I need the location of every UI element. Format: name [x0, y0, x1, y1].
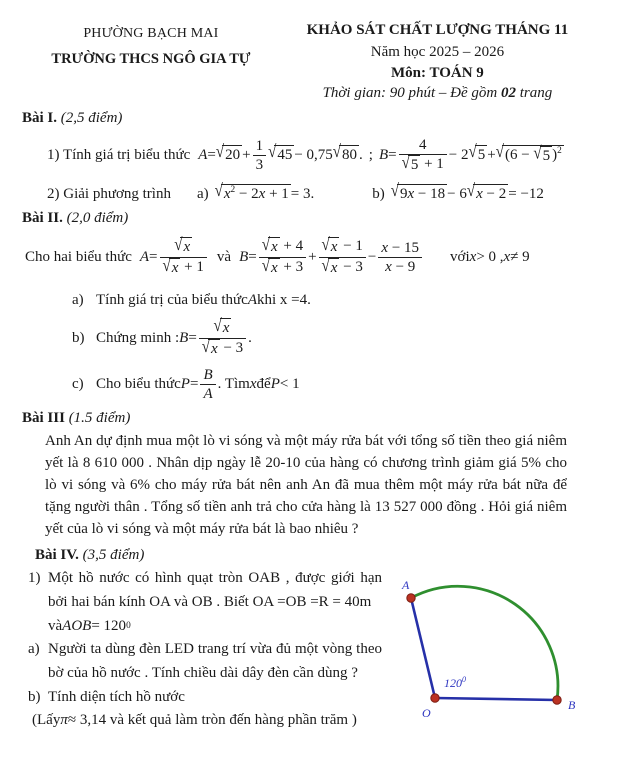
math-expr-B: B = √ x + 4 √ x + 3 + √ x − 1 √ x − 3 − $\frac{x - 15}{x - 9}$ — [239, 237, 424, 278]
section1-points: (2,5 điểm) — [60, 110, 123, 126]
math-formula-B: B = 4 √ 5 + 1 − 2 √ 5 + √ (6 − √ 5 )$^2$ — [378, 136, 562, 173]
section1-item1 — [47, 132, 595, 178]
math-item-c: Cho biểu thức P = $\frac{B}{A}$ . Tìm x để P < 1 — [96, 366, 300, 402]
school-year: Năm học 2025 – 2026 — [370, 44, 505, 60]
math-expr-A: A = √ x √ x + 1 — [140, 237, 209, 278]
formula-separator: ; — [368, 146, 373, 163]
section2-item-b — [72, 316, 595, 360]
section2-item-a — [72, 286, 595, 314]
section4-title: Bài IV. — [35, 547, 79, 564]
duration-suffix: trang — [515, 85, 553, 101]
math-equation-b: √ 9x − 18 − 6 √ x − 2 = −12 — [390, 181, 544, 203]
section3-heading — [22, 410, 595, 427]
math-item-a: Tính giá trị của biểu thức A khi x =4. — [96, 291, 311, 308]
angle-superscript: 0 — [462, 675, 466, 685]
section3-title: Bài III — [22, 410, 65, 426]
exam-header — [22, 22, 595, 102]
org-block — [22, 22, 280, 102]
and-word: và — [216, 248, 232, 265]
item-b-label: b) — [72, 329, 85, 346]
section2-points: (2,0 điểm) — [66, 210, 129, 226]
section2-formula-line — [25, 230, 595, 284]
section4-heading — [35, 547, 595, 564]
page-count: 02 — [500, 85, 516, 101]
duration-line — [280, 85, 595, 102]
rounding-note: (Lấy π ≈ 3,14 và kết quả làm tròn đến hàng phần trăm ) — [32, 712, 357, 729]
item-a-marker: a) — [28, 641, 40, 658]
section4-text-column — [28, 567, 382, 745]
school-name: TRƯỜNG THCS NGÔ GIA TỰ — [51, 51, 251, 67]
item-a-text: Người ta dùng đèn LED trang trí vừa đủ một vòng theo bờ của hồ nước . Tính chiều dài dây đèn cần dùng ? — [48, 641, 382, 681]
item-c-label: c) — [72, 375, 84, 392]
point-o-dot — [431, 694, 439, 702]
label-o: O — [422, 706, 431, 721]
item-b-text: Tính diện tích hồ nước — [48, 688, 185, 705]
section4-points: (3,5 điểm) — [82, 547, 145, 564]
section1-title: Bài I. — [22, 110, 58, 126]
exam-title: KHẢO SÁT CHẤT LƯỢNG THÁNG 11 — [306, 22, 569, 38]
item1-text: Một hồ nước có hình quạt tròn OAB , được giới hạn bởi hai bán kính OA và OB . Biết OA =OB =R = 40m — [48, 570, 382, 610]
section2-heading — [22, 210, 595, 227]
angle-statement: và AOB = 120 0 — [48, 617, 131, 634]
item2a-label: a) — [196, 185, 209, 202]
math-condition: với x > 0 , x ≠ 9 — [450, 248, 530, 265]
sector-diagram — [382, 573, 600, 745]
math-formula-A: A = √ 20 + $\frac{1}{3}$ √ 45 − 0,75 √ 80 . — [198, 137, 363, 173]
org-name: PHƯỜNG BẠCH MAI — [83, 26, 219, 41]
math-item-b: Chứng minh : B = √ x √ x − 3 . — [96, 316, 252, 357]
item1-label: 1) Tính giá trị biểu thức — [47, 146, 191, 163]
section3-points: (1.5 điểm) — [68, 410, 131, 426]
sector-figure — [382, 567, 600, 745]
label-a: A — [402, 578, 410, 593]
item-b-marker: b) — [28, 688, 41, 705]
item1-marker: 1) — [28, 570, 41, 587]
section1-heading — [22, 110, 595, 127]
radius-line-ob — [435, 698, 557, 700]
item2-label: 2) Giải phương trình — [47, 185, 171, 202]
point-a-dot — [407, 594, 415, 602]
section4-item-a — [28, 638, 382, 685]
item2b-label: b) — [372, 185, 385, 202]
angle-value: 120 — [444, 676, 462, 691]
exam-info-block — [280, 22, 595, 102]
duration-text: Thời gian: 90 phút – Đề gồm — [322, 85, 501, 101]
section2-item-c — [72, 362, 595, 406]
intro-text: Cho hai biểu thức — [25, 248, 132, 265]
point-b-dot — [553, 696, 561, 704]
math-equation-a: √ $x^2 - 2x + 1$ = 3. — [214, 181, 315, 203]
section3-paragraph: Anh An dự định mua một lò vi sóng và một máy rửa bát với tổng số tiền theo giá niêm yết là 8 610 000 . Nhân dịp ngày lễ 20-10 của hàng có chương trình giảm giá 5% cho lò vi sóng và 6% cho máy rửa bát nên anh An đã mua thêm một máy rửa bát nữa để tặng người thân . Tổng số tiền anh trả cho cửa hàng là 13 527 000 đồng . Hỏi giá niêm yết của lò vi sóng và một máy rửa bát là bao nhiêu ? — [45, 433, 567, 538]
radius-line-oa — [411, 598, 435, 698]
section4-item1 — [28, 567, 382, 614]
section4-body — [22, 567, 595, 745]
subject-line: Môn: TOÁN 9 — [391, 65, 484, 81]
item-a-label: a) — [72, 291, 84, 308]
section2-title: Bài II. — [22, 210, 63, 226]
arc-ab — [411, 587, 558, 701]
section1-item2 — [47, 178, 595, 210]
angle-label — [444, 675, 466, 690]
section4-item-b — [28, 686, 382, 710]
label-b: B — [568, 698, 576, 713]
